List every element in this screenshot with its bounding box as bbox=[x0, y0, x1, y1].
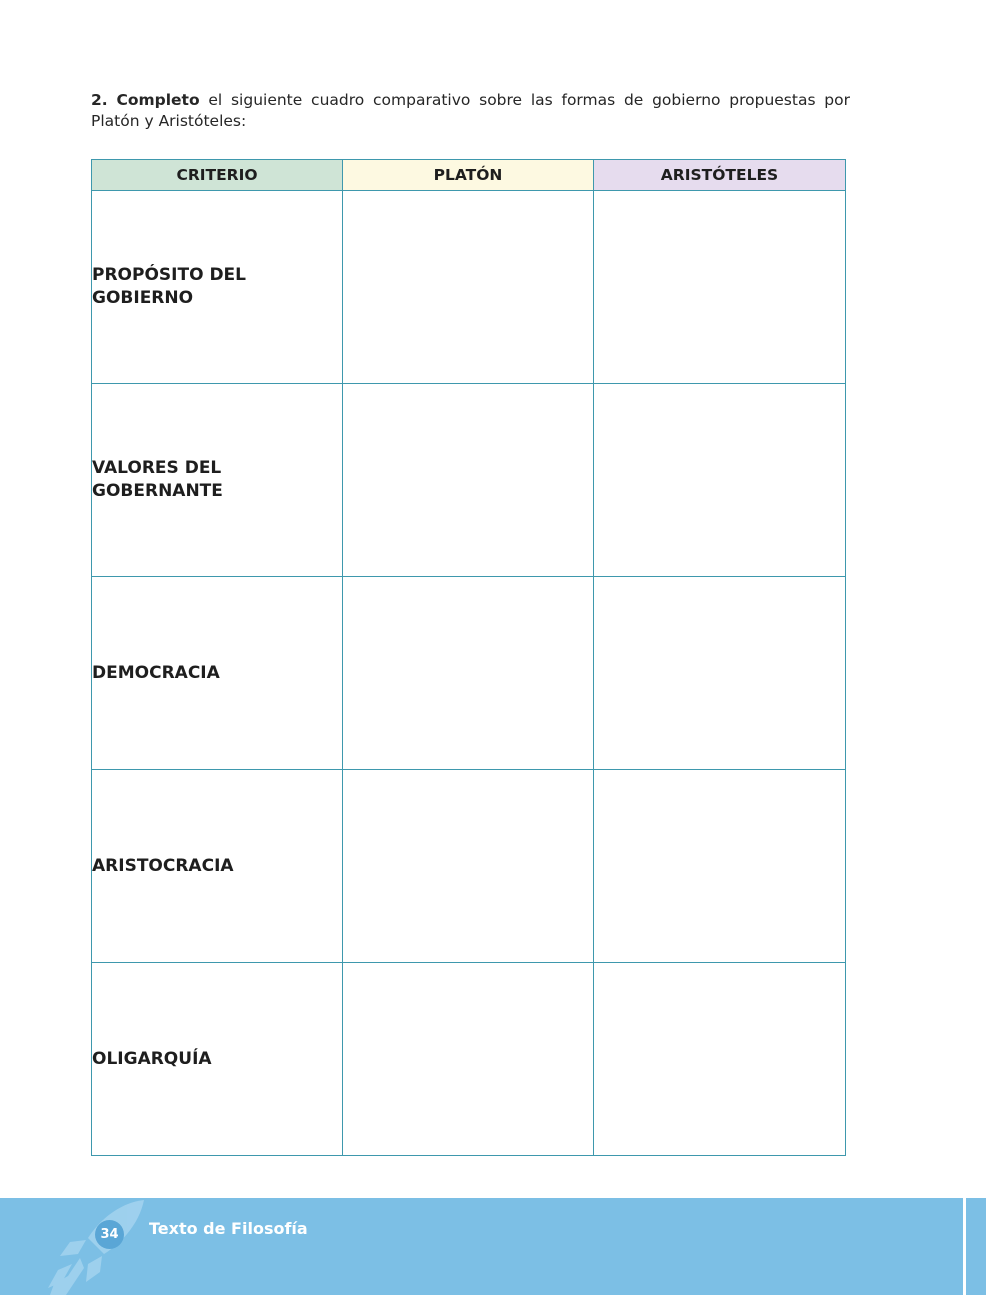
answer-cell-platon[interactable] bbox=[343, 384, 594, 577]
book-title: Texto de Filosofía bbox=[149, 1219, 308, 1238]
activity-text: el siguiente cuadro comparativo sobre las formas de gobierno propuestas por Platón y Aristóteles: bbox=[91, 91, 850, 130]
criterion-aristocracia: ARISTOCRACIA bbox=[92, 770, 343, 963]
footer-edge-strip bbox=[966, 1198, 986, 1295]
table-row bbox=[92, 770, 846, 963]
answer-cell-aristoteles[interactable] bbox=[594, 770, 846, 963]
table-header-row bbox=[92, 160, 846, 191]
header-criterio: CRITERIO bbox=[92, 160, 343, 191]
table-row bbox=[92, 963, 846, 1156]
criterion-democracia: DEMOCRACIA bbox=[92, 577, 343, 770]
activity-instructions bbox=[91, 90, 850, 132]
rocket-icon bbox=[40, 1198, 160, 1295]
answer-cell-aristoteles[interactable] bbox=[594, 384, 846, 577]
header-aristoteles: ARISTÓTELES bbox=[594, 160, 846, 191]
table-row bbox=[92, 191, 846, 384]
table-row bbox=[92, 577, 846, 770]
table-row bbox=[92, 384, 846, 577]
criterion-oligarquia: OLIGARQUÍA bbox=[92, 963, 343, 1156]
answer-cell-platon[interactable] bbox=[343, 191, 594, 384]
criterion-valores: VALORES DEL GOBERNANTE bbox=[92, 384, 343, 577]
header-platon: PLATÓN bbox=[343, 160, 594, 191]
answer-cell-aristoteles[interactable] bbox=[594, 577, 846, 770]
activity-number: 2. bbox=[91, 91, 108, 109]
answer-cell-aristoteles[interactable] bbox=[594, 963, 846, 1156]
answer-cell-platon[interactable] bbox=[343, 577, 594, 770]
activity-verb: Completo bbox=[116, 91, 200, 109]
page-number-badge: 34 bbox=[95, 1220, 124, 1249]
criterion-proposito: PROPÓSITO DEL GOBIERNO bbox=[92, 191, 343, 384]
answer-cell-platon[interactable] bbox=[343, 770, 594, 963]
answer-cell-platon[interactable] bbox=[343, 963, 594, 1156]
comparison-table bbox=[91, 159, 846, 1156]
answer-cell-aristoteles[interactable] bbox=[594, 191, 846, 384]
